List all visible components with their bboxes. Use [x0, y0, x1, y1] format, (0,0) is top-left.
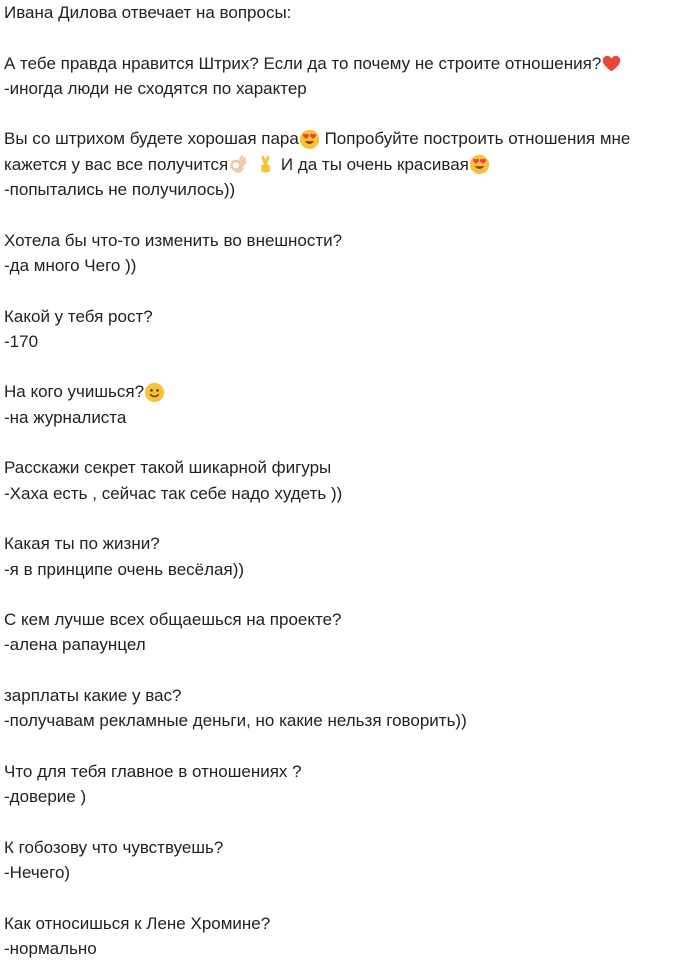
answer-text: -да много Чего )) [4, 255, 137, 275]
heart-eyes-icon [469, 154, 490, 175]
question-text: Какой у тебя рост? [4, 306, 153, 326]
answer-text: -Нечего) [4, 863, 71, 883]
post-title: Ивана Дилова отвечает на вопросы: [4, 3, 292, 22]
question-text: С кем лучше всех общаешься на проекте? [4, 610, 342, 630]
question-text: К гобозову что чувствуешь? [4, 837, 224, 857]
question-text: Какая ты по жизни? [4, 534, 160, 554]
answer-text: -иногда люди не сходятся по характер [4, 78, 307, 98]
answer-text: -получавам рекламные деньги, но какие нельзя говорить)) [4, 711, 467, 731]
question-text: На кого учишься? [4, 379, 694, 404]
answer-text: -алена рапаунцел [4, 635, 146, 655]
question-text: Расскажи секрет такой шикарной фигуры [4, 458, 332, 478]
answer-text: -нормально [4, 938, 97, 958]
ok-hand-icon [228, 154, 249, 175]
answer-text: -170 [4, 331, 39, 351]
question-text: Хотела бы что-то изменить во внешности? [4, 230, 343, 250]
question-text: Что для тебя главное в отношениях ? [4, 761, 302, 781]
answer-text: -я в принципе очень весёлая)) [4, 559, 245, 579]
answer-text: -попытались не получилось)) [4, 180, 236, 200]
question-text: кажется у вас все получится И да ты очень красивая [4, 152, 694, 177]
heart-eyes-icon [299, 129, 320, 150]
slightly-smiling-face-icon [144, 382, 165, 403]
answer-text: -доверие ) [4, 787, 87, 807]
question-text: Как относишься к Лене Хромине? [4, 913, 271, 933]
post-body [4, 0, 694, 961]
crossed-fingers-icon [255, 154, 276, 175]
question-text: зарплаты какие у вас? [4, 686, 182, 706]
red-heart-icon [601, 53, 622, 74]
question-text: А тебе правда нравится Штрих? Если да то почему не строите отношения? [4, 51, 694, 76]
answer-text: -Хаха есть , сейчас так себе надо худеть )) [4, 483, 343, 503]
question-text: Вы со штрихом будете хорошая пара Попробуйте построить отношения мне [4, 129, 631, 149]
answer-text: -на журналиста [4, 407, 127, 427]
